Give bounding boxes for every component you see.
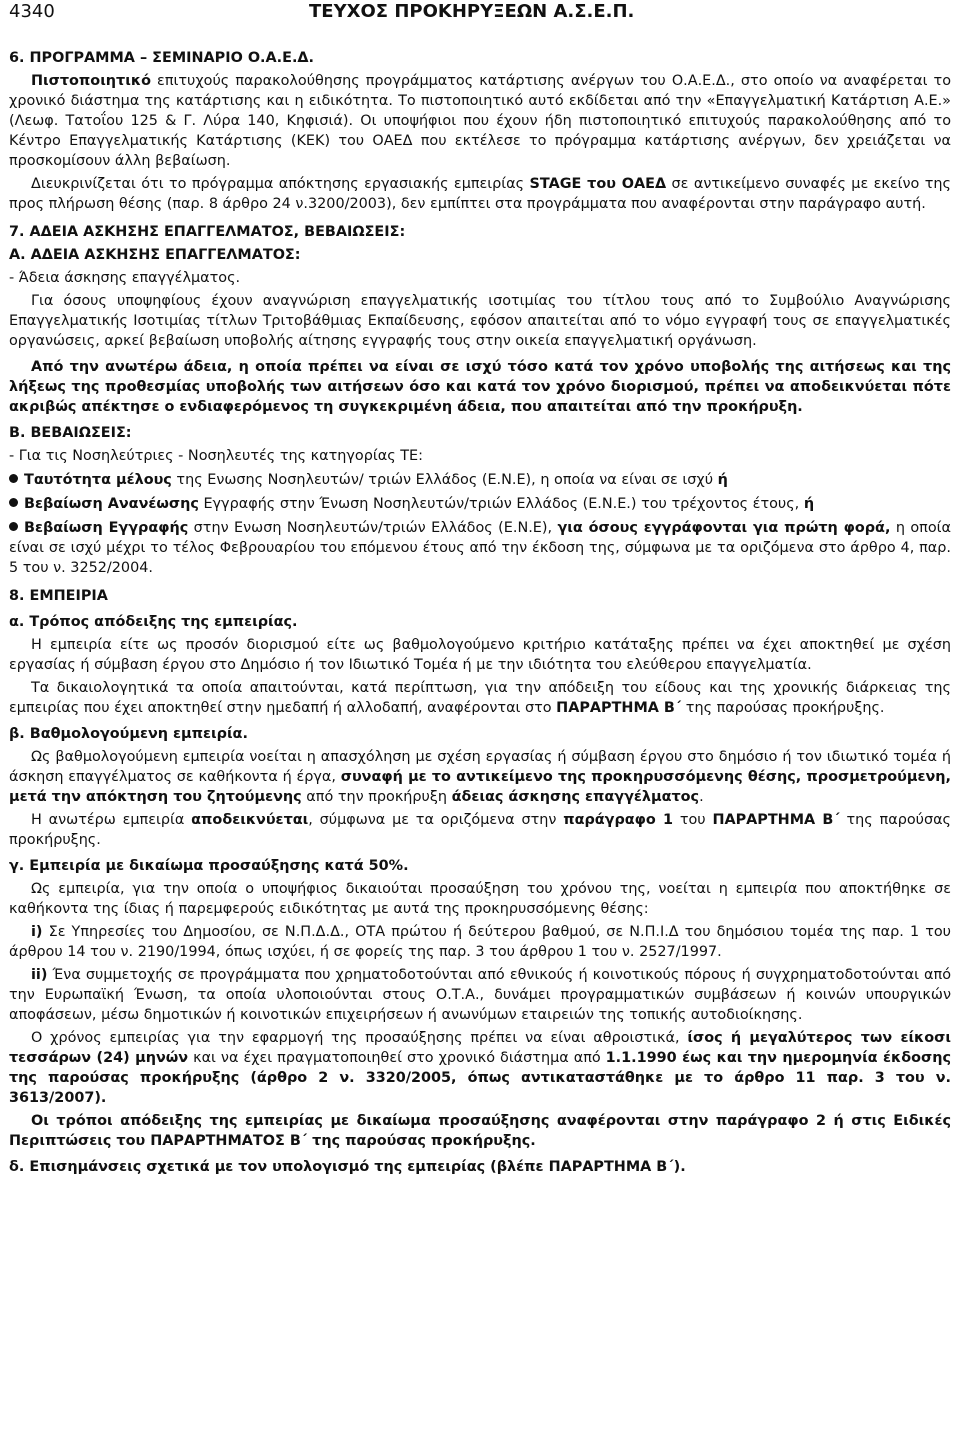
bold-phrase: STAGE του ΟΑΕΔ xyxy=(529,176,667,192)
bold-phrase: συναφή με το αντικείμενο της προκηρυσσόμενης θέσης, προσμετρούμενη, μετά την απόκτηση του ζητούμενης xyxy=(9,769,951,805)
text-run: από την προκήρυξη xyxy=(301,789,452,805)
section-6-paragraph-2 xyxy=(9,174,951,214)
bold-phrase: ή xyxy=(803,496,815,512)
section-8c-item-i xyxy=(9,922,951,962)
bold-phrase: i) xyxy=(31,924,43,940)
section-6-title: 6. ΠΡΟΓΡΑΜΜΑ – ΣΕΜΙΝΑΡΙΟ Ο.Α.Ε.Δ. xyxy=(9,50,315,66)
bold-phrase: ii) xyxy=(31,967,48,983)
section-7a-item: - Άδεια άσκησης επαγγέλματος. xyxy=(9,270,241,286)
section-8c-paragraph-2 xyxy=(9,1028,951,1108)
section-8a-title: α. Τρόπος απόδειξης της εμπειρίας. xyxy=(9,614,298,630)
bold-phrase: ίσος ή μεγαλύτερος των είκοσι τεσσάρων (24) μηνών xyxy=(9,1030,951,1066)
text-run: Διευκρινίζεται ότι το πρόγραμμα απόκτησης εργασιακής εμπειρίας xyxy=(31,176,530,192)
bullet-dot-icon xyxy=(9,474,18,483)
text-run: . xyxy=(699,789,704,805)
section-6-paragraph-1 xyxy=(9,71,951,171)
section-8b-title: β. Βαθμολογούμενη εμπειρία. xyxy=(9,726,248,742)
bold-phrase: Βεβαίωση Εγγραφής xyxy=(24,520,189,536)
text-run: στην Ενωση Νοσηλευτών/τριών Ελλάδος (Ε.Ν.Ε), xyxy=(188,520,558,536)
bullet-dot-icon xyxy=(9,498,18,507)
bullet-item-1 xyxy=(9,470,951,490)
bold-phrase: αποδεικνύεται xyxy=(191,812,309,828)
bold-phrase: ΠΑΡΑΡΤΗΜΑ Β΄ xyxy=(556,700,682,716)
text-run: , σύμφωνα με τα οριζόμενα στην xyxy=(308,812,564,828)
section-7a-paragraph-2: Από την ανωτέρω άδεια, η οποία πρέπει να είναι σε ισχύ τόσο κατά τον χρόνο υποβολής της αιτήσεως και της λήξεως της προθεσμίας υποβολής των αιτήσεων όσο και κατά τον χρόνο διορισμού, πρέπει να αποδεικνύεται πότε ακριβώς απέκτησε ο ενδιαφερόμενος τη συγκεκριμένη άδεια, που απαιτείται από την προκήρυξη. xyxy=(9,359,951,415)
bold-phrase: Ταυτότητα μέλους xyxy=(24,472,172,488)
text-run: Ως βαθμολογούμενη εμπειρία νοείται η απασχόληση με σχέση εργασίας ή σύμβαση έργου στο δημόσιο ή τον ιδιωτικό τομέα ή άσκηση επαγγέλματος σε καθήκοντα ή έργα, xyxy=(9,749,951,785)
section-8a-paragraph-2 xyxy=(9,678,951,718)
text-run: Τα δικαιολογητικά τα οποία απαιτούνται, κατά περίπτωση, για την απόδειξη του είδους και της χρονικής διάρκειας της εμπειρίας που έχει αποκτηθεί στην ημεδαπή ή αλλοδαπή, αναφέρονται στο xyxy=(9,680,951,716)
section-8b-paragraph-2 xyxy=(9,810,951,850)
text-run: της παρούσας προκήρυξης. xyxy=(681,700,885,716)
bold-phrase: παράγραφο 1 xyxy=(563,812,674,828)
section-8-title: 8. ΕΜΠΕΙΡΙΑ xyxy=(9,588,108,604)
text-run: Σε Υπηρεσίες του Δημοσίου, σε Ν.Π.Δ.Δ., ΟΤΑ πρώτου ή δεύτερου βαθμού, σε Ν.Π.Ι.Δ του δημόσιου τομέα της παρ. 1 του άρθρου 14 του ν. 2190/1994, όπως ισχύει, ή σε φορείς της παρ. 3 του άρθρου 1 του ν. 2527/1997. xyxy=(9,924,951,960)
section-8b-paragraph-1 xyxy=(9,747,951,807)
bullet-dot-icon xyxy=(9,522,18,531)
bold-phrase: ή xyxy=(717,472,728,488)
text-run: της Ενωσης Νοσηλευτών/ τριών Ελλάδος (Ε.Ν.Ε), η οποία να είναι σε ισχύ xyxy=(171,472,718,488)
text-run: η οποία είναι σε ισχύ μέχρι το τέλος Φεβρουαρίου του επόμενου έτους από την έκδοση της, σύμφωνα με τα οριζόμενα στο άρθρο 4, παρ. 5 του ν. 3252/2004. xyxy=(9,520,952,576)
section-7a-title: Α. ΑΔΕΙΑ ΑΣΚΗΣΗΣ ΕΠΑΓΓΕΛΜΑΤΟΣ: xyxy=(9,247,301,263)
text-run: και να έχει πραγματοποιηθεί στο χρονικό διάστημα από xyxy=(188,1050,606,1066)
page-number: 4340 xyxy=(9,1,55,22)
section-7-title: 7. ΑΔΕΙΑ ΑΣΚΗΣΗΣ ΕΠΑΓΓΕΛΜΑΤΟΣ, ΒΕΒΑΙΩΣΕΙΣ: xyxy=(9,224,406,240)
text-run: Ο χρόνος εμπειρίας για την εφαρμογή της προσαύξησης πρέπει να είναι αθροιστικά, xyxy=(31,1030,688,1046)
bullet-item-3 xyxy=(9,518,951,578)
bold-phrase: ΠΑΡΑΡΤΗΜΑ Β΄ xyxy=(712,812,840,828)
section-8d-title: δ. Επισημάνσεις σχετικά με τον υπολογισμό της εμπειρίας (βλέπε ΠΑΡΑΡΤΗΜΑ Β΄). xyxy=(9,1159,686,1175)
section-8a-paragraph-1: Η εμπειρία είτε ως προσόν διορισμού είτε ως βαθμολογούμενο κριτήριο κατάταξης πρέπει να έχει αποκτηθεί με σχέση εργασίας ή σύμβαση έργου στο Δημόσιο ή τον Ιδιωτικό Τομέα ή με την ιδιότητα του ελεύθερου επαγγελματία. xyxy=(9,637,951,673)
bold-phrase: άδειας άσκησης επαγγέλματος xyxy=(451,789,700,805)
bold-phrase: για όσους εγγράφονται για πρώτη φορά, xyxy=(557,520,891,536)
section-7b-intro: - Για τις Νοσηλεύτριες - Νοσηλευτές της κατηγορίας ΤΕ: xyxy=(9,448,423,464)
text-run: της παρούσας προκήρυξης. xyxy=(9,812,952,848)
text-run: Ένα συμμετοχής σε προγράμματα που χρηματοδοτούνται από εθνικούς ή κοινοτικούς πόρους ή συγχρηματοδοτούνται από την Ευρωπαϊκή Ένωση, τα οποία υλοποιούνται στους Ο.Τ.Α., δυνάμει προγραμματικών συμβάσεων ή κοινών υπουργικών αποφάσεων, μέσω δημοτικών ή κοινοτικών επιχειρήσεων ή ανωνύμων εταιρειών της τοπικής αυτοδιοίκησης. xyxy=(9,967,951,1023)
section-7b-title: Β. ΒΕΒΑΙΩΣΕΙΣ: xyxy=(9,425,132,441)
bold-phrase: Πιστοποιητικό xyxy=(31,73,151,89)
text-run: Εγγραφής στην Ένωση Νοσηλευτών/τριών Ελλάδος (Ε.Ν.Ε.) του τρέχοντος έτους, xyxy=(198,496,804,512)
bullet-item-2 xyxy=(9,494,951,514)
section-8c-item-ii xyxy=(9,965,951,1025)
section-8c-title: γ. Εμπειρία με δικαίωμα προσαύξησης κατά 50%. xyxy=(9,858,409,874)
bold-phrase: Βεβαίωση Ανανέωσης xyxy=(24,496,199,512)
page-header xyxy=(9,2,951,42)
section-8c-paragraph-1: Ως εμπειρία, για την οποία ο υποψήφιος δικαιούται προσαύξηση του χρόνου της, νοείται η εμπειρία που αποκτήθηκε σε καθήκοντα της ίδιας ή παρεμφερούς ειδικότητας με αυτά της προκηρυσσόμενης θέσης: xyxy=(9,881,951,917)
text-run: σε αντικείμενο συναφές με εκείνο της προς πλήρωση θέσης (παρ. 8 άρθρο 24 ν.3200/2003), δεν εμπίπτει στα προγράμματα που αναφέρονται στην παράγραφο αυτή. xyxy=(9,176,951,212)
bold-phrase: 1.1.1990 έως και την ημερομηνία έκδοσης της παρούσας προκήρυξης (άρθρο 2 ν. 3320/2005, όπως αντικαταστάθηκε με το άρθρο 11 παρ. 3 του ν. 3613/2007). xyxy=(9,1050,951,1106)
text-run: του xyxy=(673,812,713,828)
section-8c-paragraph-3: Οι τρόποι απόδειξης της εμπειρίας με δικαίωμα προσαύξησης αναφέρονται στην παράγραφο 2 ή στις Ειδικές Περιπτώσεις του ΠΑΡΑΡΤΗΜΑΤΟΣ Β΄ της παρούσας προκήρυξης. xyxy=(9,1113,951,1149)
journal-title: ΤΕΥΧΟΣ ΠΡΟΚΗΡΥΞΕΩΝ Α.Σ.Ε.Π. xyxy=(309,1,635,22)
text-run: επιτυχούς παρακολούθησης προγράμματος κατάρτισης ανέργων του Ο.Α.Ε.Δ., στο οποίο να αναφέρεται το χρονικό διάστημα της κατάρτισης και η ειδικότητα. Το πιστοποιητικό αυτό εκδίδεται από την «Επαγγελματική Κατάρτιση Α.Ε.» (Λεωφ. Τατοΐου 125 & Γ. Λύρα 140, Κηφισιά). Οι υποψήφιοι που έχουν ήδη πιστοποιητικό επιτυχούς παρακολούθησης από το Κέντρο Επαγγελματικής Κατάρτισης (ΚΕΚ) του ΟΑΕΔ που εκτέλεσε το πρόγραμμα κατάρτισης ανέργων, δεν χρειάζεται να προσκομίσουν άλλη βεβαίωση. xyxy=(9,73,951,169)
section-7a-paragraph-1: Για όσους υποψηφίους έχουν αναγνώριση επαγγελματικής ισοτιμίας του τίτλου τους από το Συμβούλιο Αναγνώρισης Επαγγελματικής Ισοτιμίας τίτλων Τριτοβάθμιας Εκπαίδευσης, εφόσον απαιτείται από το νόμο εγγραφή τους σε επαγγελματικές οργανώσεις, αρκεί βεβαίωση υποβολής αίτησης εγγραφής τους στην οικεία επαγγελματική οργάνωση. xyxy=(9,293,951,349)
text-run: Η ανωτέρω εμπειρία xyxy=(31,812,192,828)
